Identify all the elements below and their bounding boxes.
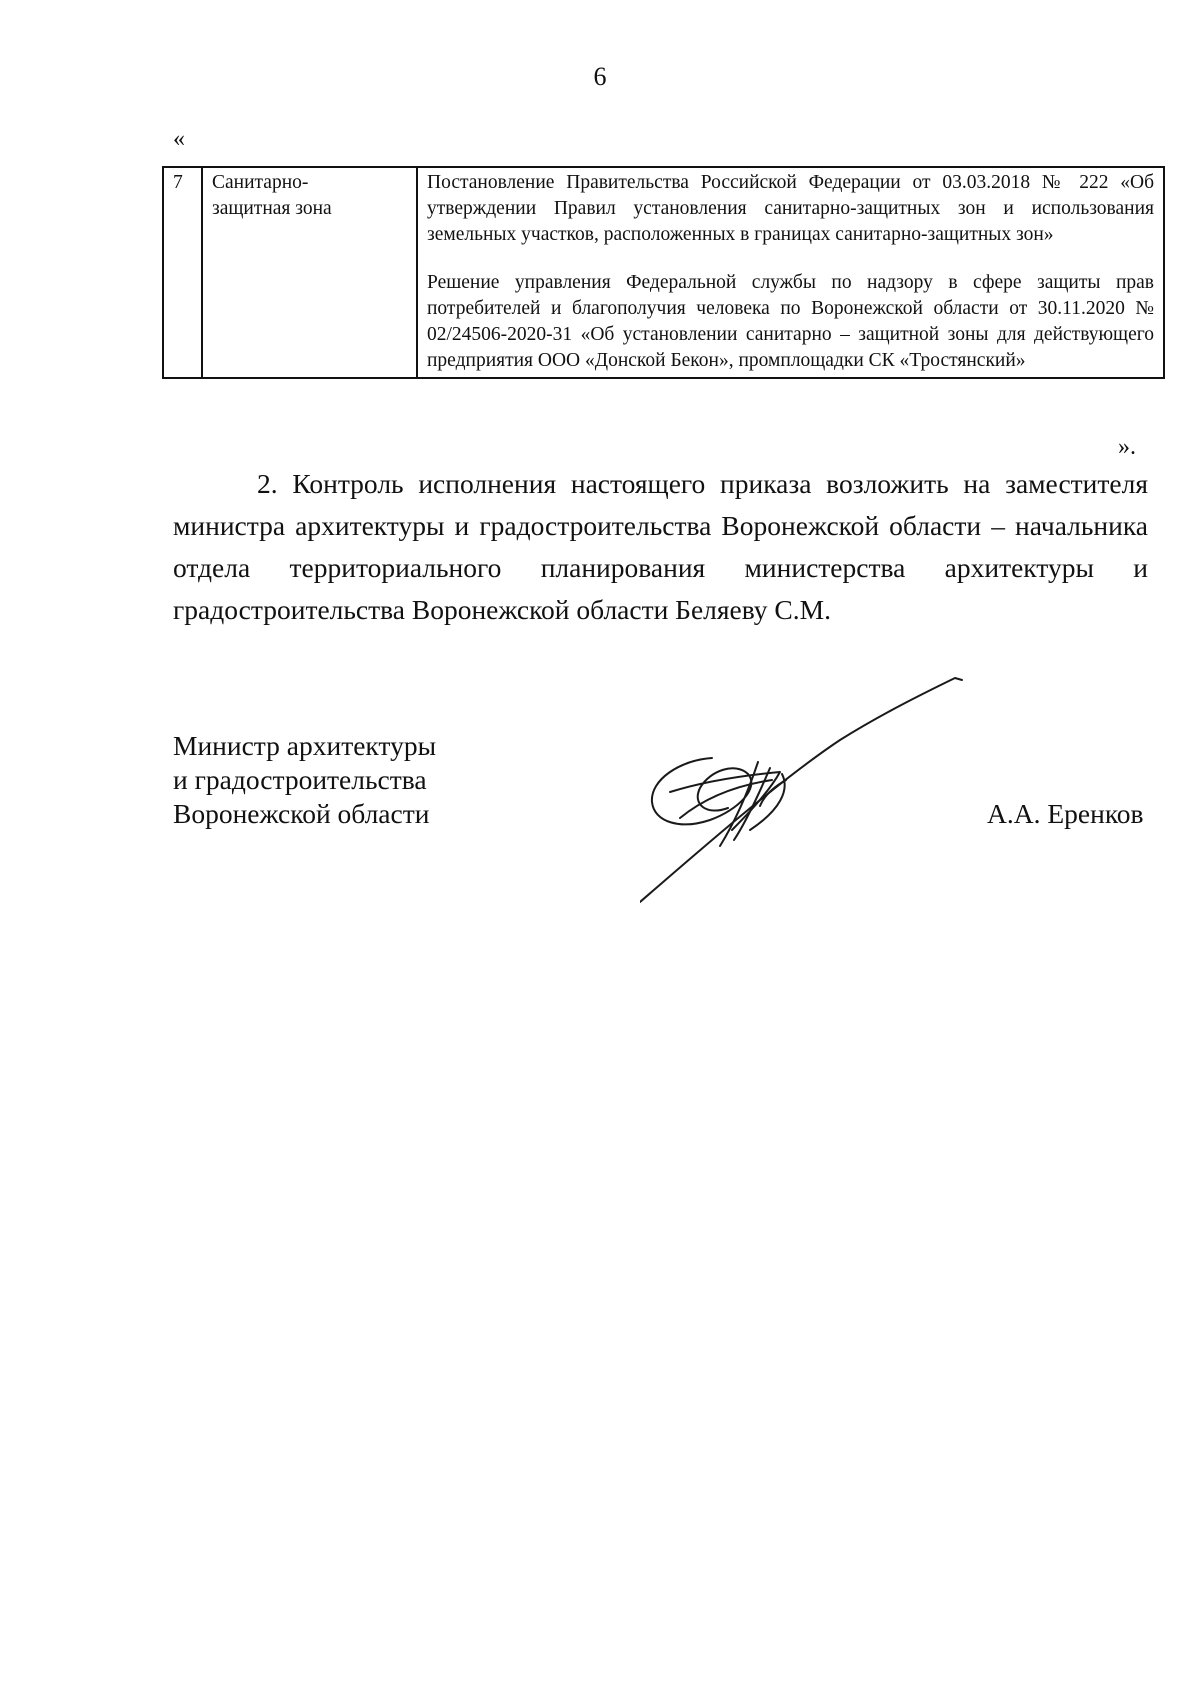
opening-quote-mark: «	[173, 126, 185, 152]
legal-basis-decision: Решение управления Федеральной службы по надзору в сфере защиты прав потребителей и благополучия человека по Воронежской области от 30.11.2020 № 02/24506-2020-31 «Об установлении санитарно – защитной зоны для действующего предприятия ООО «Донской Бекон», промплощадки СК «Тростянский»	[427, 272, 1154, 371]
legal-basis-decree: Постановление Правительства Российской Федерации от 03.03.2018 № 222 «Об утверждении Правил установления санитарно-защитных зон и использования земельных участков, расположенных в границах санитарно-защитных зон»	[427, 172, 1154, 245]
legal-basis-cell	[417, 167, 1164, 378]
handwritten-signature	[640, 670, 990, 910]
signatory-name: А.А. Еренков	[987, 798, 1144, 829]
position-line: Воронежской области	[173, 798, 430, 829]
page-number: 6	[593, 62, 607, 91]
closing-quote-mark: ».	[1118, 434, 1136, 460]
zone-name-cell	[202, 167, 417, 378]
position-line: и градостроительства	[173, 764, 427, 795]
signatory-position	[173, 729, 436, 831]
zone-name-line: Санитарно-	[212, 172, 309, 193]
control-paragraph: 2. Контроль исполнения настоящего приказа возложить на заместителя министра архитектуры и градостроительства Воронежской области – начальника отдела территориального планирования министерства архитектуры и градостроительства Воронежской области Беляеву С.М.	[173, 468, 1148, 625]
zones-table	[162, 166, 1165, 379]
position-line: Министр архитектуры	[173, 730, 437, 761]
zone-name-line: защитная зона	[212, 198, 332, 219]
row-number-cell: 7	[163, 167, 202, 378]
table-row	[163, 167, 1164, 378]
